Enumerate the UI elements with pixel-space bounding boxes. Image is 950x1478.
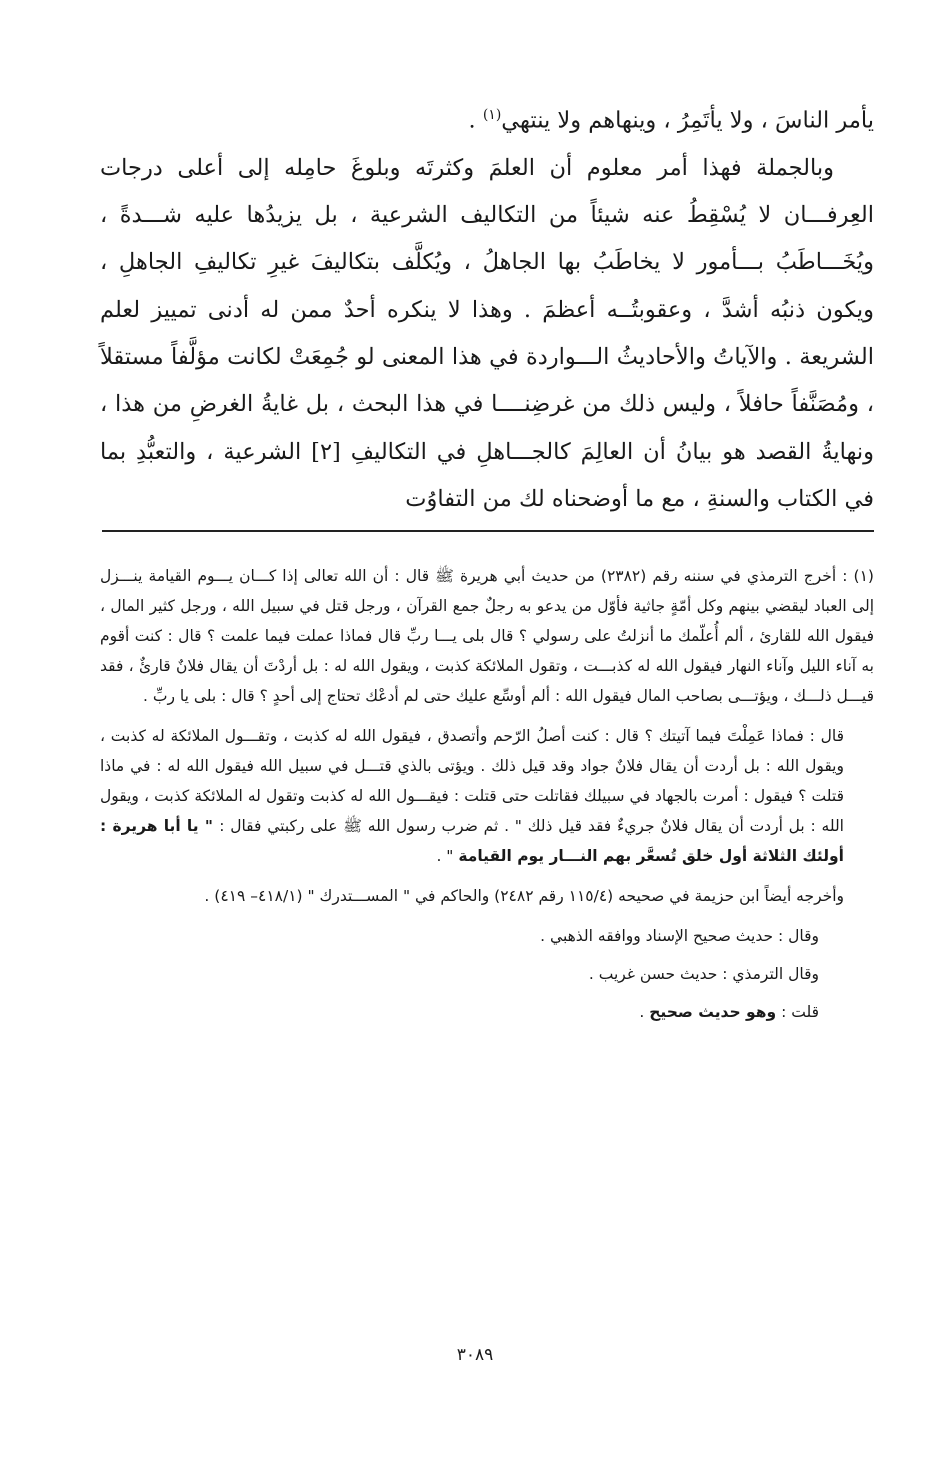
footnote-ref-1: (١): [482, 107, 502, 123]
main-paragraph-2-text: وبالجملة فهذا أمر معلوم أن العلمَ وكثرتَه وبلوغَ حامِله إلى أعلى درجات العِرفـــان لا يُسْقِطُ عنه شيئاً من التكاليف الشرعية ، بل يزيدُها عليه شـــدةً ، ويُخَـــاطَبُ بـــأمور لا يخاطَبُ بها الجاهلُ ، ويُكلَّف بتكاليفَ غيرِ تكاليفِ الجاهلِ ، ويكون ذنبُه أشدَّ ، وعقوبتُــه أعظمَ . وهذا لا ينكره أحدٌ ممن له أدنى تمييز لعلم الشريعة . والآياتُ والأحاديثُ الـــواردة في هذا المعنى لو جُمِعَتْ لكانت مؤلَّفاً مستقلاً ، ومُصَنَّفاً حافلاً ، وليس ذلك من غرضِنــــا في هذا البحث ، بل غايةُ الغرضِ من هذا ، ونهايةُ القصد هو بيانُ أن العالِمَ كالجـــاهلِ في التكاليفِ: [100, 154, 875, 465]
footnote-separator: [102, 530, 874, 532]
footnote-1-paragraph-4: وقال : حديث صحيح الإسناد ووافقه الذهبي .: [540, 927, 819, 945]
footnote-1-paragraph-2-text: قال : فماذا عَمِلْتَ فيما آتيتك ؟ قال : كنت أصلُ الرّحم وأتصدق ، فيقول الله له كذبت ، وتقـــول الملائكة له كذبت ، ويقول الله : بل أردت أن يقال فلانٌ جواد وقد قيل ذلك . ويؤتى بالذي قتـــل في سبيل الله فيقول الله له : في ماذا قتلت ؟ فيقول : أمرت بالجهاد في سبيلك فقاتلت حتى قتلت : فيقـــول الله له كذبت وتقول له الملائكة كذبت ، ويقول الله : بل أردت أن يقال فلانٌ جريءٌ فقد قيل ذلك " . ثم ضرب رسول الله ﷺ على ركبتي فقال :: [100, 727, 844, 835]
main-line-1-end: .: [468, 107, 483, 134]
main-paragraph-2: [100, 145, 874, 523]
page-number: ٣٠٨٩: [456, 1345, 494, 1365]
footnote-1-bold-quote: " يا أبا هريرة : أولئك الثلاثة أول خلق تُسعَّر بهم النـــار يوم القيامة: [100, 817, 844, 865]
main-line-1-text: يأمر الناسَ ، ولا يأتَمِرُ ، وينهاهم ولا ينتهي: [501, 107, 874, 134]
footnote-1-paragraph-2: [100, 721, 874, 871]
footnote-1-paragraph-5: وقال الترمذي : حديث حسن غريب .: [588, 965, 819, 983]
footnote-1-paragraph-1: (١) : أخرج الترمذي في سننه رقم (٢٣٨٢) من حديث أبي هريرة ﷺ قال : أن الله تعالى إذا كـــان يـــوم القيامة ينـــزل إلى العباد ليقضي بينهم وكل أمّةٍ جاثية فأوّل من يدعو به رجلٌ جمع القرآن ، ورجل قتل في سبيل الله ، ورجل كثير المال ، فيقول الله للقارئ ، ألم أُعلّمك ما أنزلتُ على رسولي ؟ قال بلى يـــا ربِّ قال فماذا عملت فيما علمت ؟ قال : كنت أقوم به آناء الليل وآناء النهار فيقول الله له كذبـــت ، وتقول الملائكة كذبت ، ويقول الله له : بل أردْتَ أن يقال فلانٌ قارئٌ ، فقد قيـــل ذلـــك ، ويؤتـــى بصاحب المال فيقول الله : ألم أوسِّع عليك حتى لم أدعْك تحتاج إلى أحدٍ ؟ قال : بلى يا ربِّ .: [100, 567, 874, 705]
footnote-1-bold-quote-end: " .: [436, 847, 459, 865]
main-paragraph-2-end: الشرعية ، والتعبُّدِ بما في الكتاب والسنةِ ، مع ما أوضحناه لك من التفاوُت: [100, 438, 874, 512]
footnotes-section: [100, 561, 874, 1035]
footnote-1-conclusion-bold: وهو حديث صحيح: [649, 1003, 777, 1021]
footnote-1-conclusion-prefix: قلت :: [776, 1003, 819, 1021]
footnote-1-short-lines: [100, 921, 874, 1027]
footnote-1-conclusion-end: .: [639, 1003, 650, 1021]
footnote-1-paragraph-3: وأخرجه أيضاً ابن حزيمة في صحيحه (١١٥/٤ رقم ٢٤٨٢) والحاكم في " المســـتدرك " (٤١٨/١– ٤١٩) .: [204, 887, 844, 905]
footnote-1-paragraph-6: [100, 997, 874, 1027]
bracket-reference: [٢]: [311, 438, 341, 465]
main-paragraph-1: [100, 92, 874, 145]
main-body-text: [100, 92, 874, 523]
